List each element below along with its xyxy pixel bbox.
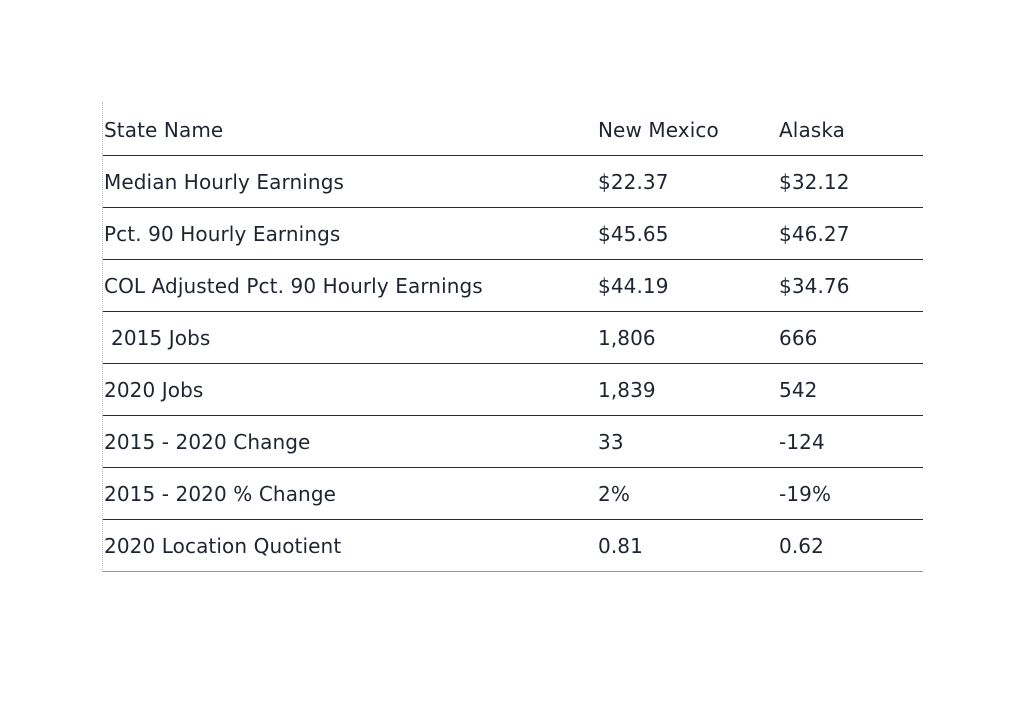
header-state-name: State Name: [103, 102, 598, 156]
table-row: [103, 260, 923, 312]
row-label: 2020 Jobs: [103, 364, 598, 416]
cell-alaska: 666: [779, 312, 923, 364]
table-row: [103, 312, 923, 364]
table-row: [103, 416, 923, 468]
table-row: [103, 208, 923, 260]
cell-alaska: 0.62: [779, 520, 923, 572]
header-alaska: Alaska: [779, 102, 923, 156]
comparison-table-container: [102, 102, 923, 572]
cell-new-mexico: $44.19: [598, 260, 779, 312]
row-label: 2015 - 2020 Change: [103, 416, 598, 468]
row-label: Median Hourly Earnings: [103, 156, 598, 208]
cell-alaska: -124: [779, 416, 923, 468]
cell-new-mexico: 1,839: [598, 364, 779, 416]
cell-new-mexico: 2%: [598, 468, 779, 520]
header-new-mexico: New Mexico: [598, 102, 779, 156]
row-label: COL Adjusted Pct. 90 Hourly Earnings: [103, 260, 598, 312]
cell-alaska: -19%: [779, 468, 923, 520]
state-comparison-table: [103, 102, 923, 572]
table-row: [103, 364, 923, 416]
row-label: 2015 - 2020 % Change: [103, 468, 598, 520]
row-label: Pct. 90 Hourly Earnings: [103, 208, 598, 260]
cell-new-mexico: 0.81: [598, 520, 779, 572]
table-row: [103, 468, 923, 520]
cell-alaska: $32.12: [779, 156, 923, 208]
cell-alaska: $46.27: [779, 208, 923, 260]
table-row: [103, 156, 923, 208]
cell-alaska: 542: [779, 364, 923, 416]
table-header-row: [103, 102, 923, 156]
cell-alaska: $34.76: [779, 260, 923, 312]
row-label: 2020 Location Quotient: [103, 520, 598, 572]
cell-new-mexico: 33: [598, 416, 779, 468]
table-row: [103, 520, 923, 572]
cell-new-mexico: 1,806: [598, 312, 779, 364]
row-label: 2015 Jobs: [103, 312, 598, 364]
cell-new-mexico: $22.37: [598, 156, 779, 208]
cell-new-mexico: $45.65: [598, 208, 779, 260]
